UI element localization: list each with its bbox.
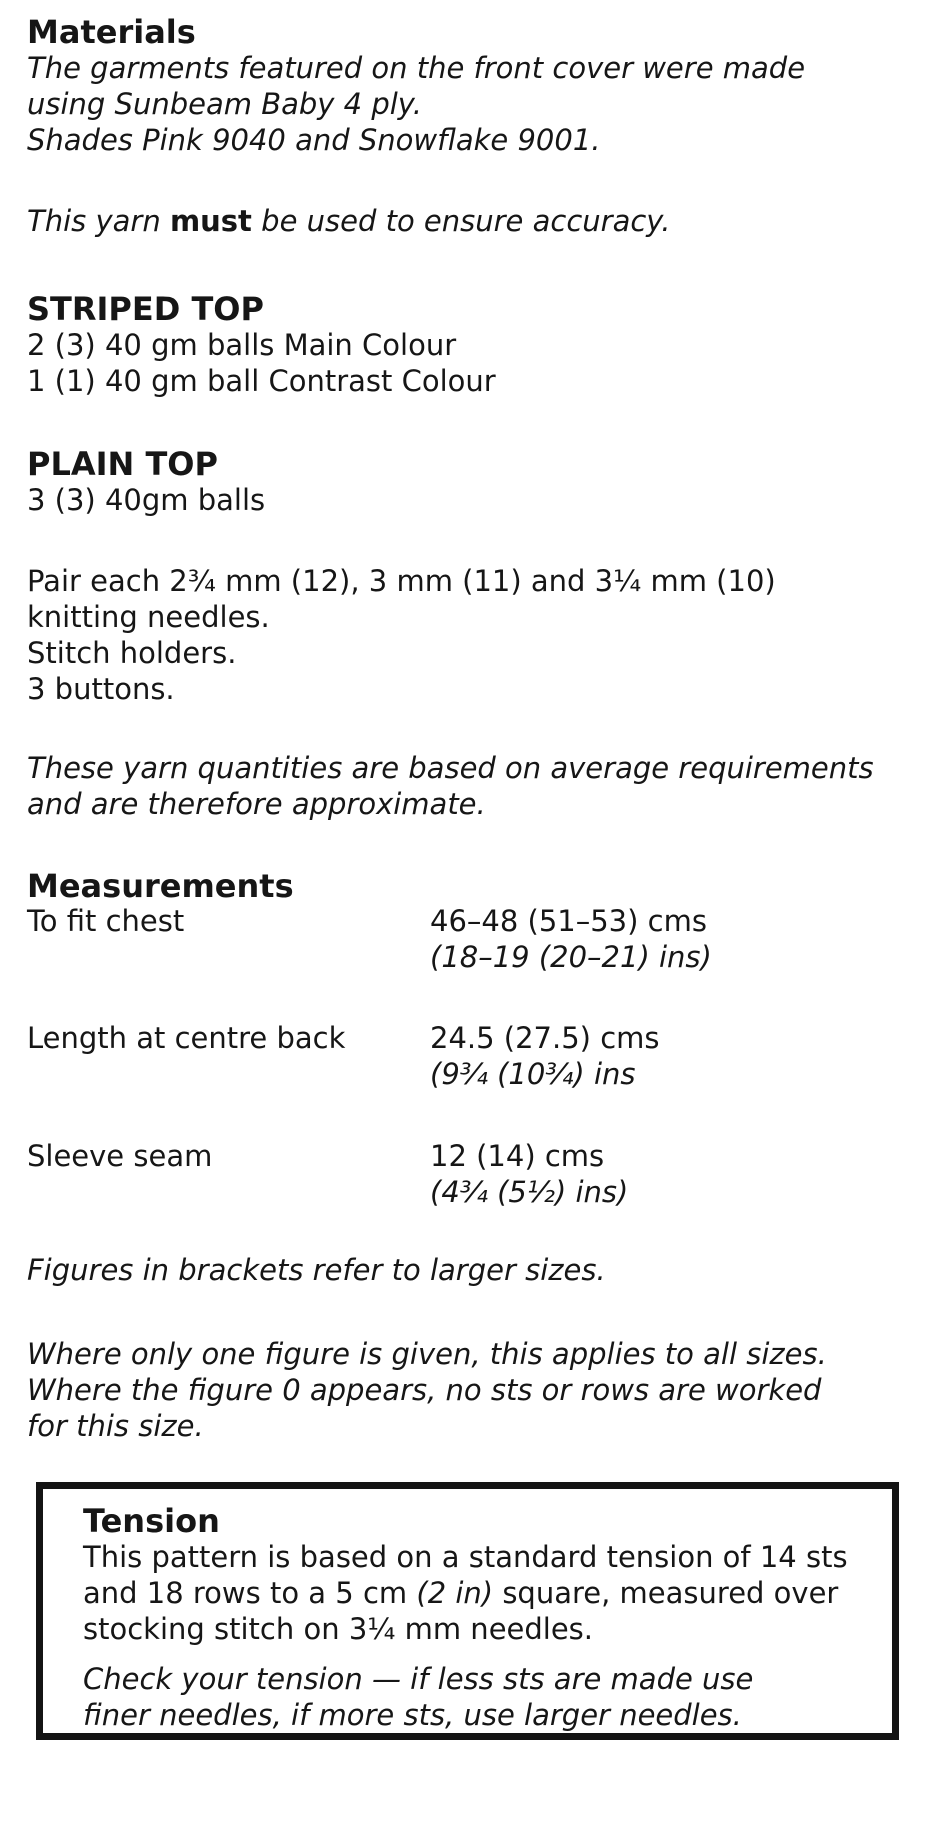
- measurement-value-cms: 46–48 (51–53) cms: [430, 904, 707, 938]
- sizes-note-line: Where the figure 0 appears, no sts or rows are worked: [27, 1373, 822, 1407]
- measurement-label: Length at centre back: [27, 1021, 346, 1055]
- tension-check-line: Check your tension — if less sts are made use: [83, 1662, 754, 1696]
- quantities-note-line: and are therefore approximate.: [27, 787, 486, 821]
- tension-line: [83, 1575, 883, 1611]
- needles-line: Stitch holders.: [27, 636, 237, 670]
- striped-top-line: 1 (1) 40 gm ball Contrast Colour: [27, 364, 496, 398]
- measurement-value-ins: (18–19 (20–21) ins): [430, 940, 712, 974]
- tension-line2-before: and 18 rows to a 5 cm: [83, 1576, 417, 1610]
- sizes-note: [27, 1336, 907, 1444]
- measurement-value-cms: 24.5 (27.5) cms: [430, 1021, 660, 1055]
- measurement-value-ins: (4¾ (5½) ins): [430, 1175, 629, 1209]
- tension-heading: Tension: [83, 1502, 220, 1540]
- brackets-note-text: Figures in brackets refer to larger sizes.: [27, 1253, 606, 1287]
- materials-heading: Materials: [27, 13, 196, 51]
- measurement-label: Sleeve seam: [27, 1139, 213, 1173]
- yarn-note-after: be used to ensure accuracy.: [251, 204, 671, 238]
- measurements-section: [27, 868, 907, 904]
- plain-top-section: [27, 446, 907, 518]
- tension-line2-italic: (2 in): [416, 1576, 494, 1610]
- measurement-value-cms: 12 (14) cms: [430, 1139, 605, 1173]
- yarn-note-before: This yarn: [27, 204, 170, 238]
- materials-intro-line: using Sunbeam Baby 4 ply.: [27, 87, 422, 121]
- quantities-note-line: These yarn quantities are based on average requirements: [27, 751, 874, 785]
- plain-top-heading: PLAIN TOP: [27, 445, 218, 483]
- measurement-label: To fit chest: [27, 904, 185, 938]
- plain-top-line: 3 (3) 40gm balls: [27, 483, 266, 517]
- striped-top-section: [27, 291, 907, 399]
- sizes-note-line: Where only one figure is given, this applies to all sizes.: [27, 1337, 827, 1371]
- yarn-note: [27, 203, 907, 239]
- materials-section: [27, 14, 907, 158]
- yarn-note-text: [27, 203, 907, 239]
- tension-line2-after: square, measured over: [493, 1576, 839, 1610]
- measurements-heading: Measurements: [27, 867, 294, 905]
- striped-top-line: 2 (3) 40 gm balls Main Colour: [27, 328, 457, 362]
- quantities-note: [27, 750, 907, 822]
- sizes-note-line: for this size.: [27, 1409, 204, 1443]
- yarn-note-emphasis: must: [169, 204, 252, 238]
- brackets-note: [27, 1252, 907, 1288]
- measurement-value-ins: (9¾ (10¾) ins: [430, 1057, 636, 1091]
- needles-line: knitting needles.: [27, 600, 270, 634]
- tension-line: This pattern is based on a standard tension of 14 sts: [83, 1540, 848, 1574]
- tension-line: stocking stitch on 3¼ mm needles.: [83, 1612, 594, 1646]
- tension-content: [83, 1503, 883, 1733]
- needles-line: 3 buttons.: [27, 672, 175, 706]
- tension-box: [36, 1482, 899, 1740]
- materials-intro-line: The garments featured on the front cover were made: [27, 51, 806, 85]
- needles-line: Pair each 2¾ mm (12), 3 mm (11) and 3¼ mm (10): [27, 564, 776, 598]
- needles-section: [27, 563, 907, 707]
- striped-top-heading: STRIPED TOP: [27, 290, 264, 328]
- materials-intro-line: Shades Pink 9040 and Snowflake 9001.: [27, 123, 601, 157]
- tension-check-line: finer needles, if more sts, use larger needles.: [83, 1698, 742, 1732]
